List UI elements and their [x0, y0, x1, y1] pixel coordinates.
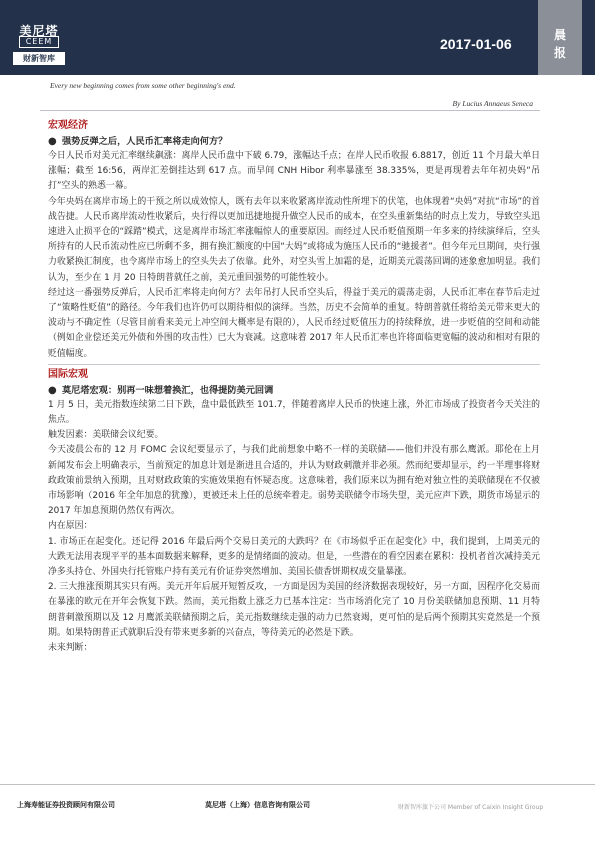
section-title-macro: 宏观经济: [48, 120, 88, 131]
section-bullet-1: [48, 134, 540, 149]
footer-member-note: 财新智库旗下公司 Member of Caixin Insight Group: [398, 804, 544, 811]
bullet-icon: ●: [48, 384, 57, 396]
footer-company-2: 莫尼塔（上海）信息咨询有限公司: [205, 801, 310, 809]
page-header: [0, 0, 595, 75]
main-content: [48, 118, 540, 656]
bullet-text-1: 强势反弹之后，人民币汇率将走向何方？: [62, 136, 228, 147]
footer-divider: [0, 784, 595, 785]
paragraph-4: 1 月 5 日，美元指数连续第二日下跌，盘中最低跌至 101.7，伴随着离岸人民币的快速上涨，外汇市场成了投资者今天关注的焦点。: [48, 399, 540, 426]
header-quote: Every new beginning comes from some other beginning's end.: [50, 81, 236, 90]
badge-line-1: 晨: [553, 28, 566, 42]
report-type-badge: [538, 0, 582, 75]
bullet-text-2: 莫尼塔宏观：别再一味想着换汇，也得提防美元回调: [62, 384, 274, 396]
paragraph-6: 今天凌晨公布的 12 月 FOMC 会议纪要显示了，与我们此前想象中略不一样的美联储——他们并没有那么鹰派。耶伦在上月新闻发布会上明确表示，当前预定的加息计划是渐进且合适的，并认为财政刺激并非必须。然而纪要却显示，约一半理事将财政政策前景纳入预期，且对财政政策的实施效果抱有怀疑态度。这意味着，我们原来以为拥有绝对独立性的美联储现在不仅被市场影响（2016 年全年加息的犹豫），更被还未上任的总统牵着走。弱势美联储令市场失望，美元应声下跌，期货市场显示的 2017 年加息预期仍然仅有两次。: [48, 445, 540, 517]
paragraph-5: 触发因素：美联储会议纪要。: [48, 430, 164, 441]
paragraph-1: 今日人民币对美元汇率继续飙涨：离岸人民币盘中下破 6.79，涨幅达千点；在岸人民币收报 6.8817，创近 11 个月最大单日涨幅；截至 16:56，两岸汇差倒挂达到 617 点。而早间 CNH Hibor 利率暴涨至 38.335%，更是再现着去年年初央妈“吊打”空头的熟悉一幕。: [48, 151, 540, 192]
paragraph-10: 未来判断：: [48, 643, 93, 654]
section-title-international: 国际宏观: [48, 368, 88, 380]
paragraph-2: 今年央妈在离岸市场上的干预之所以成效惊人，既有去年以来收紧离岸流动性所埋下的伏笔，也体现着“央妈”对抗“市场”的首战告捷。人民币离岸流动性收紧后，央行得以更加迅捷地提升做空人民币的成本，在空头重新集结的时点上发力，导致空头迅速进入止损平仓的“踩踏”模式，这是离岸市场汇率涨幅惊人的重要原因。而经过人民币贬值预期一年多来的持续演绎后，空头所持有的人民币流动性应已所剩不多，拥有换汇额度的中国“大妈”或将成为施压人民币的“驰援者”。但今年元旦期间，央行强力收紧换汇制度，也令离岸市场上的空头失去了依靠。此外，对空头雪上加霜的是，近期美元震荡回调的迹象愈加明显。我们认为，至少在 1 月 20 日特朗普就任之前，美元重回强势的可能性较小。: [48, 196, 540, 283]
brand-logo: [13, 22, 65, 66]
header-divider: [40, 110, 540, 111]
section-bullet-2: [48, 383, 540, 398]
footer-company-1: 上海寿能证券投资顾问有限公司: [17, 801, 115, 809]
report-date: 2017-01-06: [440, 36, 512, 52]
logo-english: CEEM: [19, 36, 59, 48]
quote-author: By Lucius Annaeus Seneca: [452, 99, 533, 108]
logo-chinese: 美尼塔: [19, 24, 59, 38]
paragraph-3: 经过这一番强势反弹后，人民币汇率将走向何方？去年吊打人民币空头后，得益于美元的震荡走弱，人民币汇率在春节后走过了“策略性贬值”的路径。今年我们也许仍可以期待相似的演绎。当然，历史不会简单的重复。特朗普就任将给美元带来更大的波动与不确定性（尽管目前看来美元上冲空间大概率是有限的），人民币经过贬值压力的持续释放，进一步贬值的空间和动能（例如企业偿还美元外债和外围的攻击性）已大为衰减。这意味着 2017 年人民币汇率也许将面临更宽幅的波动和相对有限的贬值幅度。: [48, 287, 540, 359]
section-divider: [48, 364, 540, 365]
logo-subtitle: 财新智库: [13, 52, 65, 65]
paragraph-7: 内在原因：: [48, 521, 93, 532]
bullet-icon: ●: [48, 136, 57, 147]
paragraph-8: 1. 市场正在起变化。还记得 2016 年最后两个交易日美元的大跌吗？在《市场似乎正在起变化》中，我们提到，上周美元的大跌无法用表现平平的基本面数据来解释，更多的是情绪面的波动。但是，一些潜在的看空因素在累积：投机者首次减持美元净多头持仓、外国央行托管账户持有美元有价证券突然增加、美国长债香饼期权成交量暴涨。: [48, 536, 540, 578]
badge-line-2: 报: [553, 46, 566, 60]
paragraph-9: 2. 三大推涨预期其实只有两。美元开年后展开短暂反攻，一方面是因为美国的经济数据表现较好，另一方面，因程序化交易而在暴涨的欧元在开年会恢复下跌。然而，美元指数上涨乏力已基本注定：当市场消化完了 10 月份美联储加息预期、11 月特朗普刺激预期以及 12 月鹰派美联储预期之后，美元指数继续走强的动力已然衰竭，更可怕的是后两个预期其实竟然是一个预期。如果特朗普正式就职后没有带来更多新的兴奋点，等待美元的必然是下跌。: [48, 582, 540, 638]
